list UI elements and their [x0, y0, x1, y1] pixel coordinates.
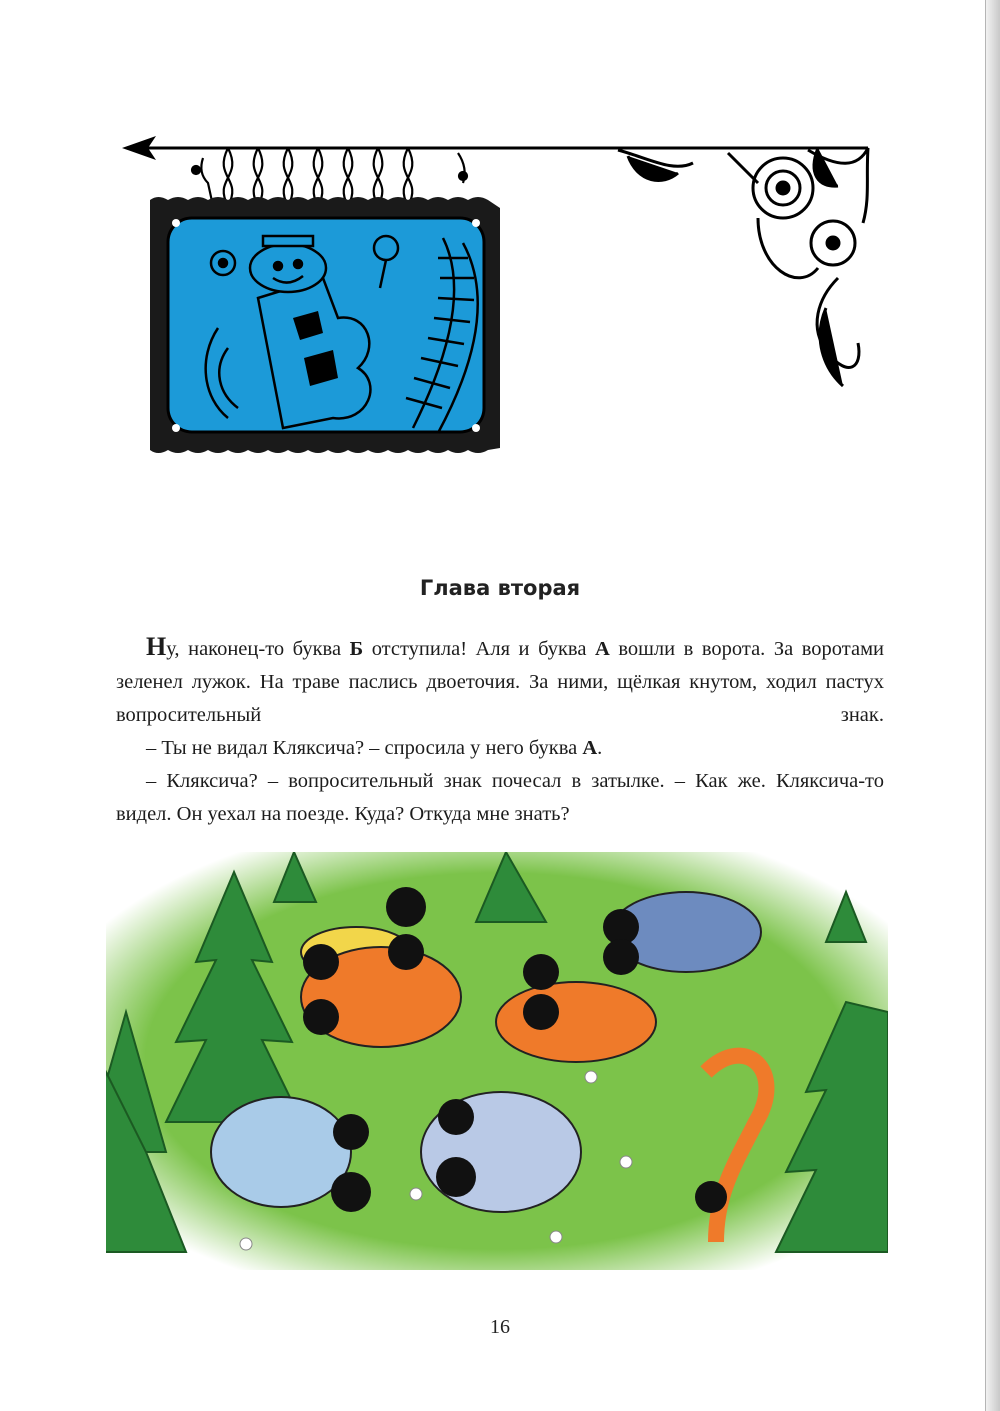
text-span: отступила! Аля и буква	[363, 638, 595, 660]
drop-cap: Н	[146, 632, 167, 661]
chapter-ornament	[118, 128, 878, 458]
chapter-title: Глава вторая	[419, 576, 581, 600]
bold-letter: Б	[349, 638, 364, 660]
text-span: вошли в ворота. За воротами зеленел лужок. На траве паслись двоеточия. За ними, щёлкая кнутом, ходил пастух вопросительный знак.	[116, 638, 885, 726]
paragraph-1	[116, 630, 884, 732]
paragraph-2	[116, 732, 884, 765]
text-span: у, наконец-то буква	[166, 638, 350, 660]
text-span: .	[597, 737, 603, 759]
text-span: – Ты не видал Кляксича? – спросила у него буква	[146, 737, 583, 759]
arrow-bar	[122, 136, 868, 160]
paragraph-3	[116, 765, 884, 831]
scroll-ornament	[618, 148, 868, 386]
page-number: 16	[490, 1316, 510, 1338]
bold-letter: А	[594, 638, 610, 660]
chapter-text	[116, 630, 884, 831]
text-span: – Кляксича? – вопросительный знак почесал в затылке. – Как же. Кляксича-то видел. Он уехал на поезде. Куда? Откуда мне знать?	[116, 770, 884, 825]
hanging-springs	[192, 148, 467, 206]
bold-letter: А	[582, 737, 598, 759]
meadow-illustration	[106, 852, 888, 1270]
page-edge	[985, 0, 1000, 1411]
